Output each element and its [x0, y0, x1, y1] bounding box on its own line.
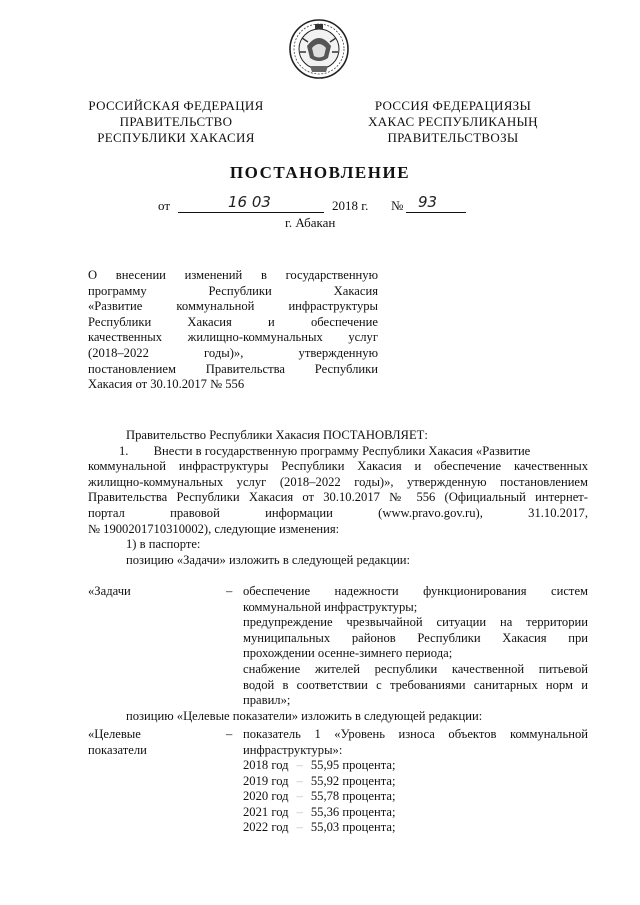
- subject-line: постановлением Правительства Республики: [88, 361, 378, 376]
- coat-of-arms-icon: [288, 18, 350, 80]
- year-dash: –: [296, 789, 303, 804]
- header-left: [86, 98, 266, 146]
- year-dash: –: [296, 804, 303, 819]
- tasks-line: правил»;: [243, 693, 291, 708]
- subject-line: Республики Хакасия и обеспечение: [88, 314, 378, 329]
- subject-line: «Развитие коммунальной инфраструктуры: [88, 299, 378, 314]
- number-label: №: [391, 198, 404, 213]
- item1-line: портал правовой информации (www.pravo.gov.ru), 31.10.2017,: [88, 505, 588, 520]
- year-value: 55,92 процента;: [310, 773, 396, 788]
- targets-dash: –: [226, 727, 233, 741]
- tasks-line: коммунальной инфраструктуры;: [243, 599, 418, 614]
- subject-line: качественных жилищно-коммунальных услуг: [88, 330, 378, 345]
- tasks-line: водой в соответствии с требованиями санитарных норм и: [243, 677, 588, 692]
- header-left-line: ПРАВИТЕЛЬСТВО: [119, 114, 233, 129]
- item1-line: Правительства Республики Хакасия от 30.10.2017 № 556 (Официальный интернет-: [88, 490, 588, 505]
- header-right-line: РОССИЯ ФЕДЕРАЦИЯЗЫ: [374, 98, 532, 113]
- number-handwritten: 93: [418, 193, 438, 211]
- year-dash: –: [296, 820, 303, 835]
- item1-last-line: № 1900201710310002), следующие изменения:: [88, 521, 340, 536]
- tasks-line: предупреждение чрезвычайной ситуации на территории: [243, 615, 588, 630]
- item1-line: жилищно-коммунальных услуг (2018–2022 годы)», утвержденную постановлением: [88, 474, 588, 489]
- subject-line: О внесении изменений в государственную: [88, 268, 378, 282]
- year-row: [243, 789, 443, 805]
- position-tasks: позицию «Задачи» изложить в следующей редакции:: [126, 552, 411, 567]
- item1-line: коммунальной инфраструктуры Республики Хакасия и обеспечение качественных: [88, 459, 588, 474]
- date-year: 2018 г.: [332, 198, 369, 213]
- tasks-line: снабжение жителей республики качественной питьевой: [243, 661, 588, 676]
- year-label: 2018 год: [243, 758, 289, 772]
- number-underline: [406, 212, 466, 213]
- city: г. Абакан: [285, 215, 336, 230]
- year-label: 2020 год: [243, 789, 289, 804]
- tasks-dash: –: [226, 584, 233, 598]
- targets-label: [88, 727, 147, 758]
- subject-line: (2018–2022 годы)», утвержденную: [88, 345, 378, 360]
- targets-label-line: «Целевые: [88, 727, 141, 741]
- position-targets: позицию «Целевые показатели» изложить в следующей редакции:: [126, 709, 483, 723]
- targets-line: инфраструктуры»:: [243, 742, 343, 757]
- targets-line: показатель 1 «Уровень износа объектов коммунальной: [243, 727, 588, 741]
- tasks-line: прохождении осенне-зимнего периода;: [243, 646, 453, 661]
- year-row: [243, 774, 443, 790]
- subject-line: программу Республики Хакасия: [88, 283, 378, 298]
- subject-line: Хакасия от 30.10.2017 № 556: [88, 377, 245, 392]
- year-label: 2019 год: [243, 773, 289, 788]
- document-title: ПОСТАНОВЛЕНИЕ: [229, 163, 411, 182]
- targets-label-line: показатели: [88, 742, 147, 757]
- year-row: [243, 820, 443, 836]
- header-right-line: ПРАВИТЕЛЬСТВОЗЫ: [387, 130, 519, 145]
- tasks-label: «Задачи: [88, 584, 131, 598]
- year-row: [243, 805, 443, 821]
- tasks-line: муниципальных районов Республики Хакасия при: [243, 630, 588, 645]
- subject-block: [88, 268, 378, 393]
- year-dash: –: [296, 758, 303, 772]
- body-intro: Правительство Республики Хакасия ПОСТАНОВЛЯЕТ:: [126, 428, 428, 442]
- date-handwritten: 16 03: [228, 193, 271, 211]
- header-right-line: ХАКАС РЕСПУБЛИКАНЫҢ: [368, 114, 538, 129]
- year-label: 2021 год: [243, 804, 289, 819]
- tasks-line: обеспечение надежности функционирования систем: [243, 584, 588, 598]
- date-from-label: от: [158, 198, 171, 213]
- header-left-line: РОССИЙСКАЯ ФЕДЕРАЦИЯ: [88, 98, 264, 113]
- header-right: [363, 98, 543, 146]
- year-value: 55,78 процента;: [310, 789, 396, 804]
- targets-text: [243, 727, 588, 758]
- sub-item-passport: 1) в паспорте:: [126, 537, 201, 552]
- header-left-line: РЕСПУБЛИКИ ХАКАСИЯ: [97, 130, 255, 145]
- tasks-text: [243, 584, 588, 709]
- body: [88, 428, 588, 568]
- year-value: 55,36 процента;: [310, 804, 396, 819]
- year-value: 55,03 процента;: [310, 820, 396, 835]
- year-row: [243, 758, 443, 774]
- date-underline: [178, 212, 324, 213]
- year-dash: –: [296, 773, 303, 788]
- year-value: 55,95 процента;: [310, 758, 396, 772]
- targets-years: [243, 758, 443, 836]
- item1-first-line: 1. Внести в государственную программу Республики Хакасия «Развитие: [119, 443, 531, 458]
- year-label: 2022 год: [243, 820, 289, 835]
